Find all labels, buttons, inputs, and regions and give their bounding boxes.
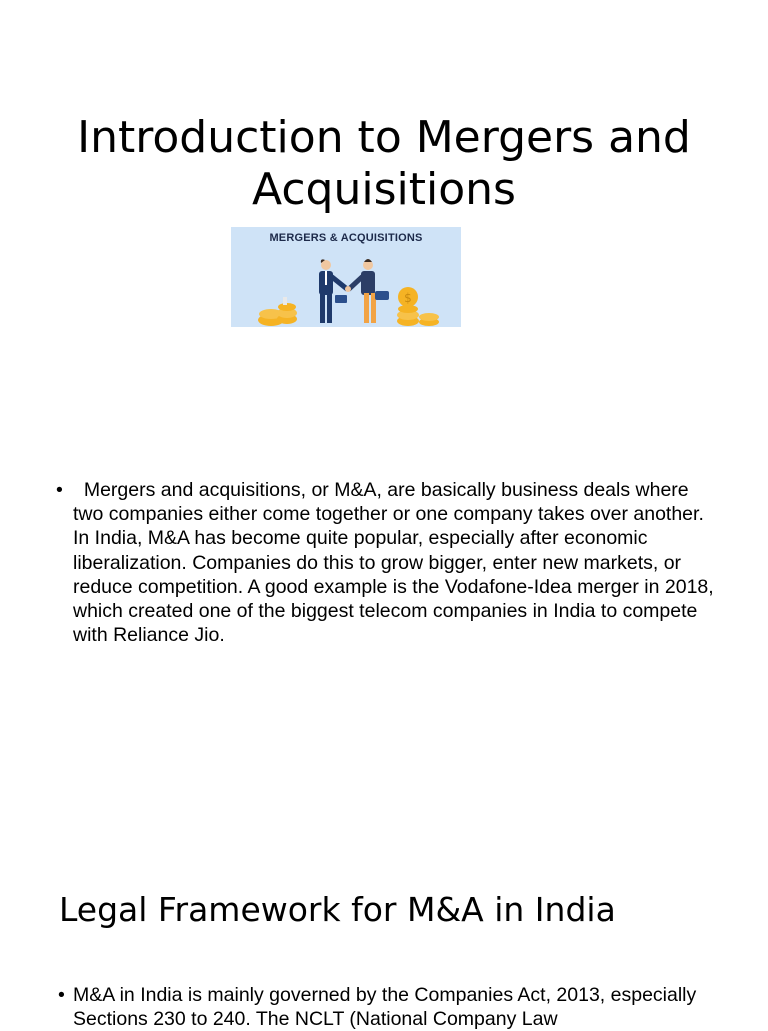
svg-text:$: $ <box>404 291 412 305</box>
bullet-icon: • <box>58 984 65 1006</box>
intro-bullet-list <box>56 478 720 647</box>
coin-stack-left-icon <box>258 297 297 326</box>
bullet-icon: • <box>56 479 63 501</box>
mergers-acquisitions-illustration <box>231 227 461 327</box>
businessman-left-icon <box>319 259 347 323</box>
section-title-legal-framework: Legal Framework for M&A in India <box>59 890 616 929</box>
businessman-right-icon <box>349 259 389 323</box>
intro-bullet-item <box>56 478 720 647</box>
illustration-label: MERGERS & ACQUISITIONS <box>269 232 423 244</box>
handshake-icon <box>345 286 351 292</box>
slide-title: Introduction to Mergers and Acquisitions <box>77 112 691 215</box>
coin-stack-right-icon <box>397 287 439 326</box>
legal-bullet-text: M&A in India is mainly governed by the Companies Act, 2013, especially Sections 230 to 240. The NCLT (National Company Law <box>73 984 697 1031</box>
intro-bullet-text: Mergers and acquisitions, or M&A, are basically business deals where two companies either come together or one company takes over another. In India, M&A has become quite popular, especially after economic liberalization. Companies do this to grow bigger, enter new markets, or reduce competition. A good example is the Vodafone-Idea merger in 2018, which created one of the biggest telecom companies in India to compete with Reliance Jio. <box>73 479 720 647</box>
